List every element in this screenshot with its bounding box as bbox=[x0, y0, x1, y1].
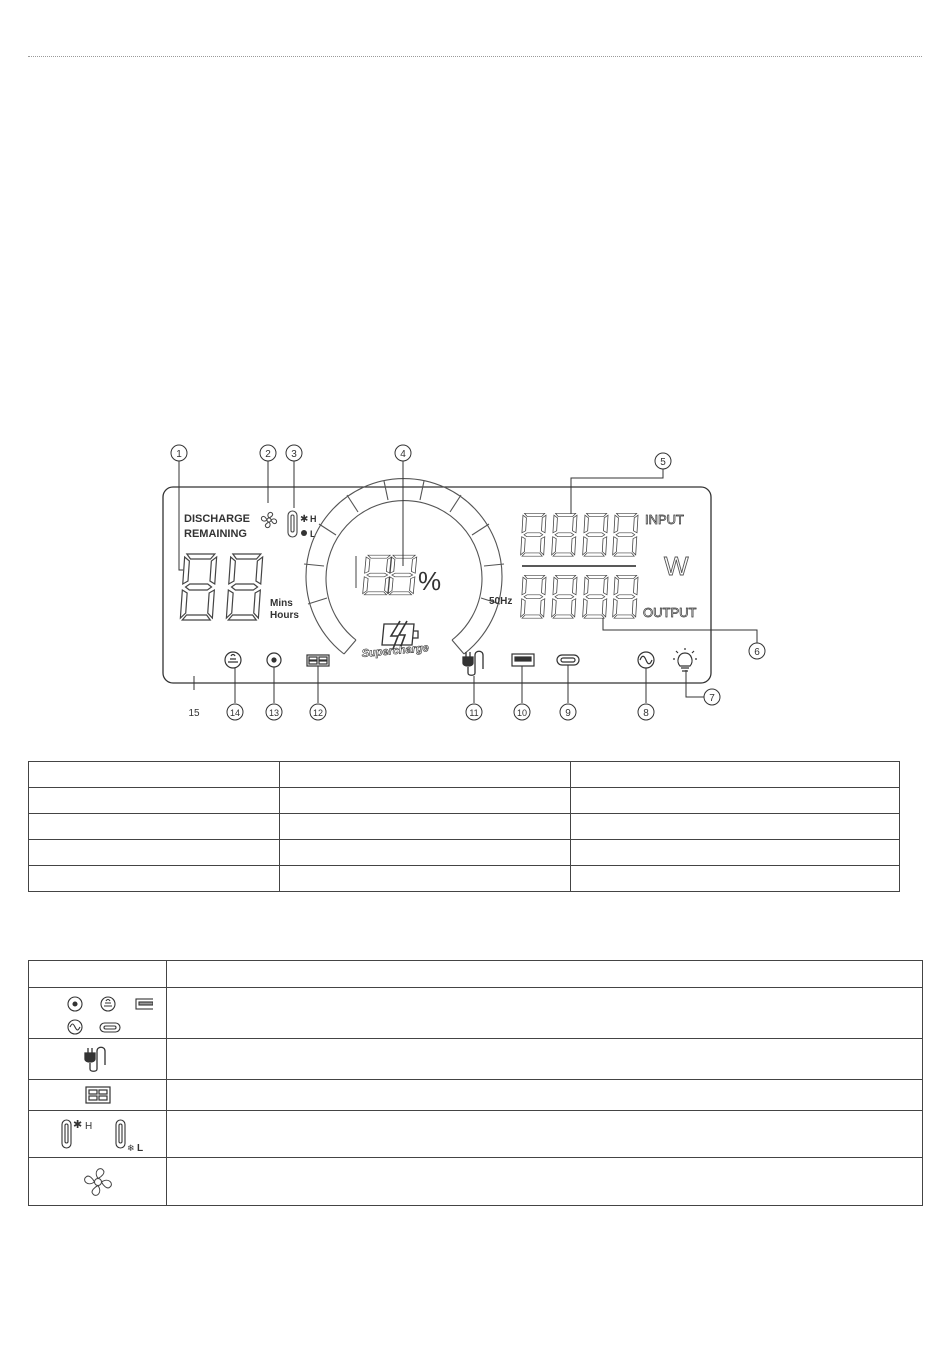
fan-icon bbox=[261, 512, 276, 527]
car-charger-plug-icon bbox=[463, 651, 483, 675]
table-row bbox=[29, 988, 923, 1039]
callout-9: 9 bbox=[565, 708, 571, 719]
car-charger-plug-icon bbox=[78, 1042, 118, 1076]
callout-11: 11 bbox=[469, 708, 479, 718]
h-mark: H bbox=[84, 1121, 92, 1132]
percent-digits bbox=[356, 555, 417, 595]
callout-5: 5 bbox=[660, 457, 666, 468]
callout-circles bbox=[171, 445, 765, 720]
h-mark: H bbox=[310, 514, 317, 524]
dc5521-port-icon bbox=[68, 997, 82, 1011]
callout-13: 13 bbox=[268, 708, 280, 718]
light-bulb-icon bbox=[673, 648, 697, 671]
output-label: OUTPUT bbox=[643, 605, 697, 620]
callout-10: 10 bbox=[516, 708, 528, 718]
table-row bbox=[29, 840, 900, 866]
callout-7: 7 bbox=[709, 693, 715, 704]
input-label: INPUT bbox=[645, 512, 684, 527]
l-mark: L bbox=[136, 1143, 143, 1154]
sun-mark: ✱ bbox=[300, 514, 309, 525]
table-row bbox=[29, 788, 900, 814]
table-row bbox=[29, 1080, 923, 1111]
table-row bbox=[29, 762, 900, 788]
callout-6: 6 bbox=[754, 647, 760, 658]
callout-leaders bbox=[179, 461, 757, 703]
freq-label: 50Hz bbox=[489, 596, 513, 607]
thermometer-icon bbox=[288, 511, 297, 537]
port-icons-group bbox=[43, 991, 153, 1035]
table-row bbox=[29, 814, 900, 840]
table-row bbox=[29, 1039, 923, 1080]
icon-legend-table bbox=[28, 960, 923, 1206]
usb-c-port-icon bbox=[100, 1023, 120, 1032]
wireless-charging-icon bbox=[101, 997, 115, 1011]
callout-4: 4 bbox=[400, 449, 406, 460]
output-watt-digits bbox=[521, 575, 639, 618]
usb-a-port-icon bbox=[512, 654, 534, 666]
callout-2: 2 bbox=[265, 449, 271, 460]
ac-sine-wave-icon bbox=[638, 652, 654, 668]
percent-sign: % bbox=[418, 566, 442, 596]
input-watt-digits bbox=[521, 513, 639, 556]
mins-label: Mins bbox=[270, 598, 293, 609]
remaining-label: REMAINING bbox=[184, 528, 247, 540]
fan-icon bbox=[78, 1164, 118, 1200]
wireless-charging-icon bbox=[225, 652, 241, 668]
callout-12: 12 bbox=[312, 708, 324, 718]
callout-3: 3 bbox=[291, 449, 297, 460]
table-row bbox=[29, 866, 900, 892]
dc5521-port-icon bbox=[267, 653, 281, 667]
snow-dot bbox=[301, 530, 307, 536]
callout-8: 8 bbox=[643, 708, 649, 719]
anderson-port-icon bbox=[307, 655, 329, 666]
l-mark: L bbox=[310, 529, 316, 539]
thermometer-hl-icons bbox=[38, 1114, 158, 1154]
ac-sine-wave-icon bbox=[68, 1020, 82, 1034]
discharge-label: DISCHARGE bbox=[184, 513, 251, 525]
supercharge-label: Supercharge bbox=[361, 642, 430, 660]
snow-mark: ❄ bbox=[126, 1144, 135, 1154]
watt-label: W bbox=[664, 551, 689, 581]
empty-table-1 bbox=[28, 761, 900, 892]
usb-a-port-icon bbox=[136, 999, 153, 1009]
table-row bbox=[29, 1158, 923, 1206]
table-row bbox=[29, 1111, 923, 1158]
table-row bbox=[29, 961, 923, 988]
sun-mark: ✱ bbox=[72, 1118, 82, 1131]
remaining-time-digits bbox=[180, 554, 263, 620]
usb-c-port-icon bbox=[557, 655, 579, 665]
callout-15: 15 bbox=[188, 708, 200, 719]
hours-label: Hours bbox=[270, 610, 299, 621]
callout-1: 1 bbox=[176, 449, 182, 460]
callout-14: 14 bbox=[229, 708, 241, 718]
anderson-port-icon bbox=[80, 1084, 116, 1106]
